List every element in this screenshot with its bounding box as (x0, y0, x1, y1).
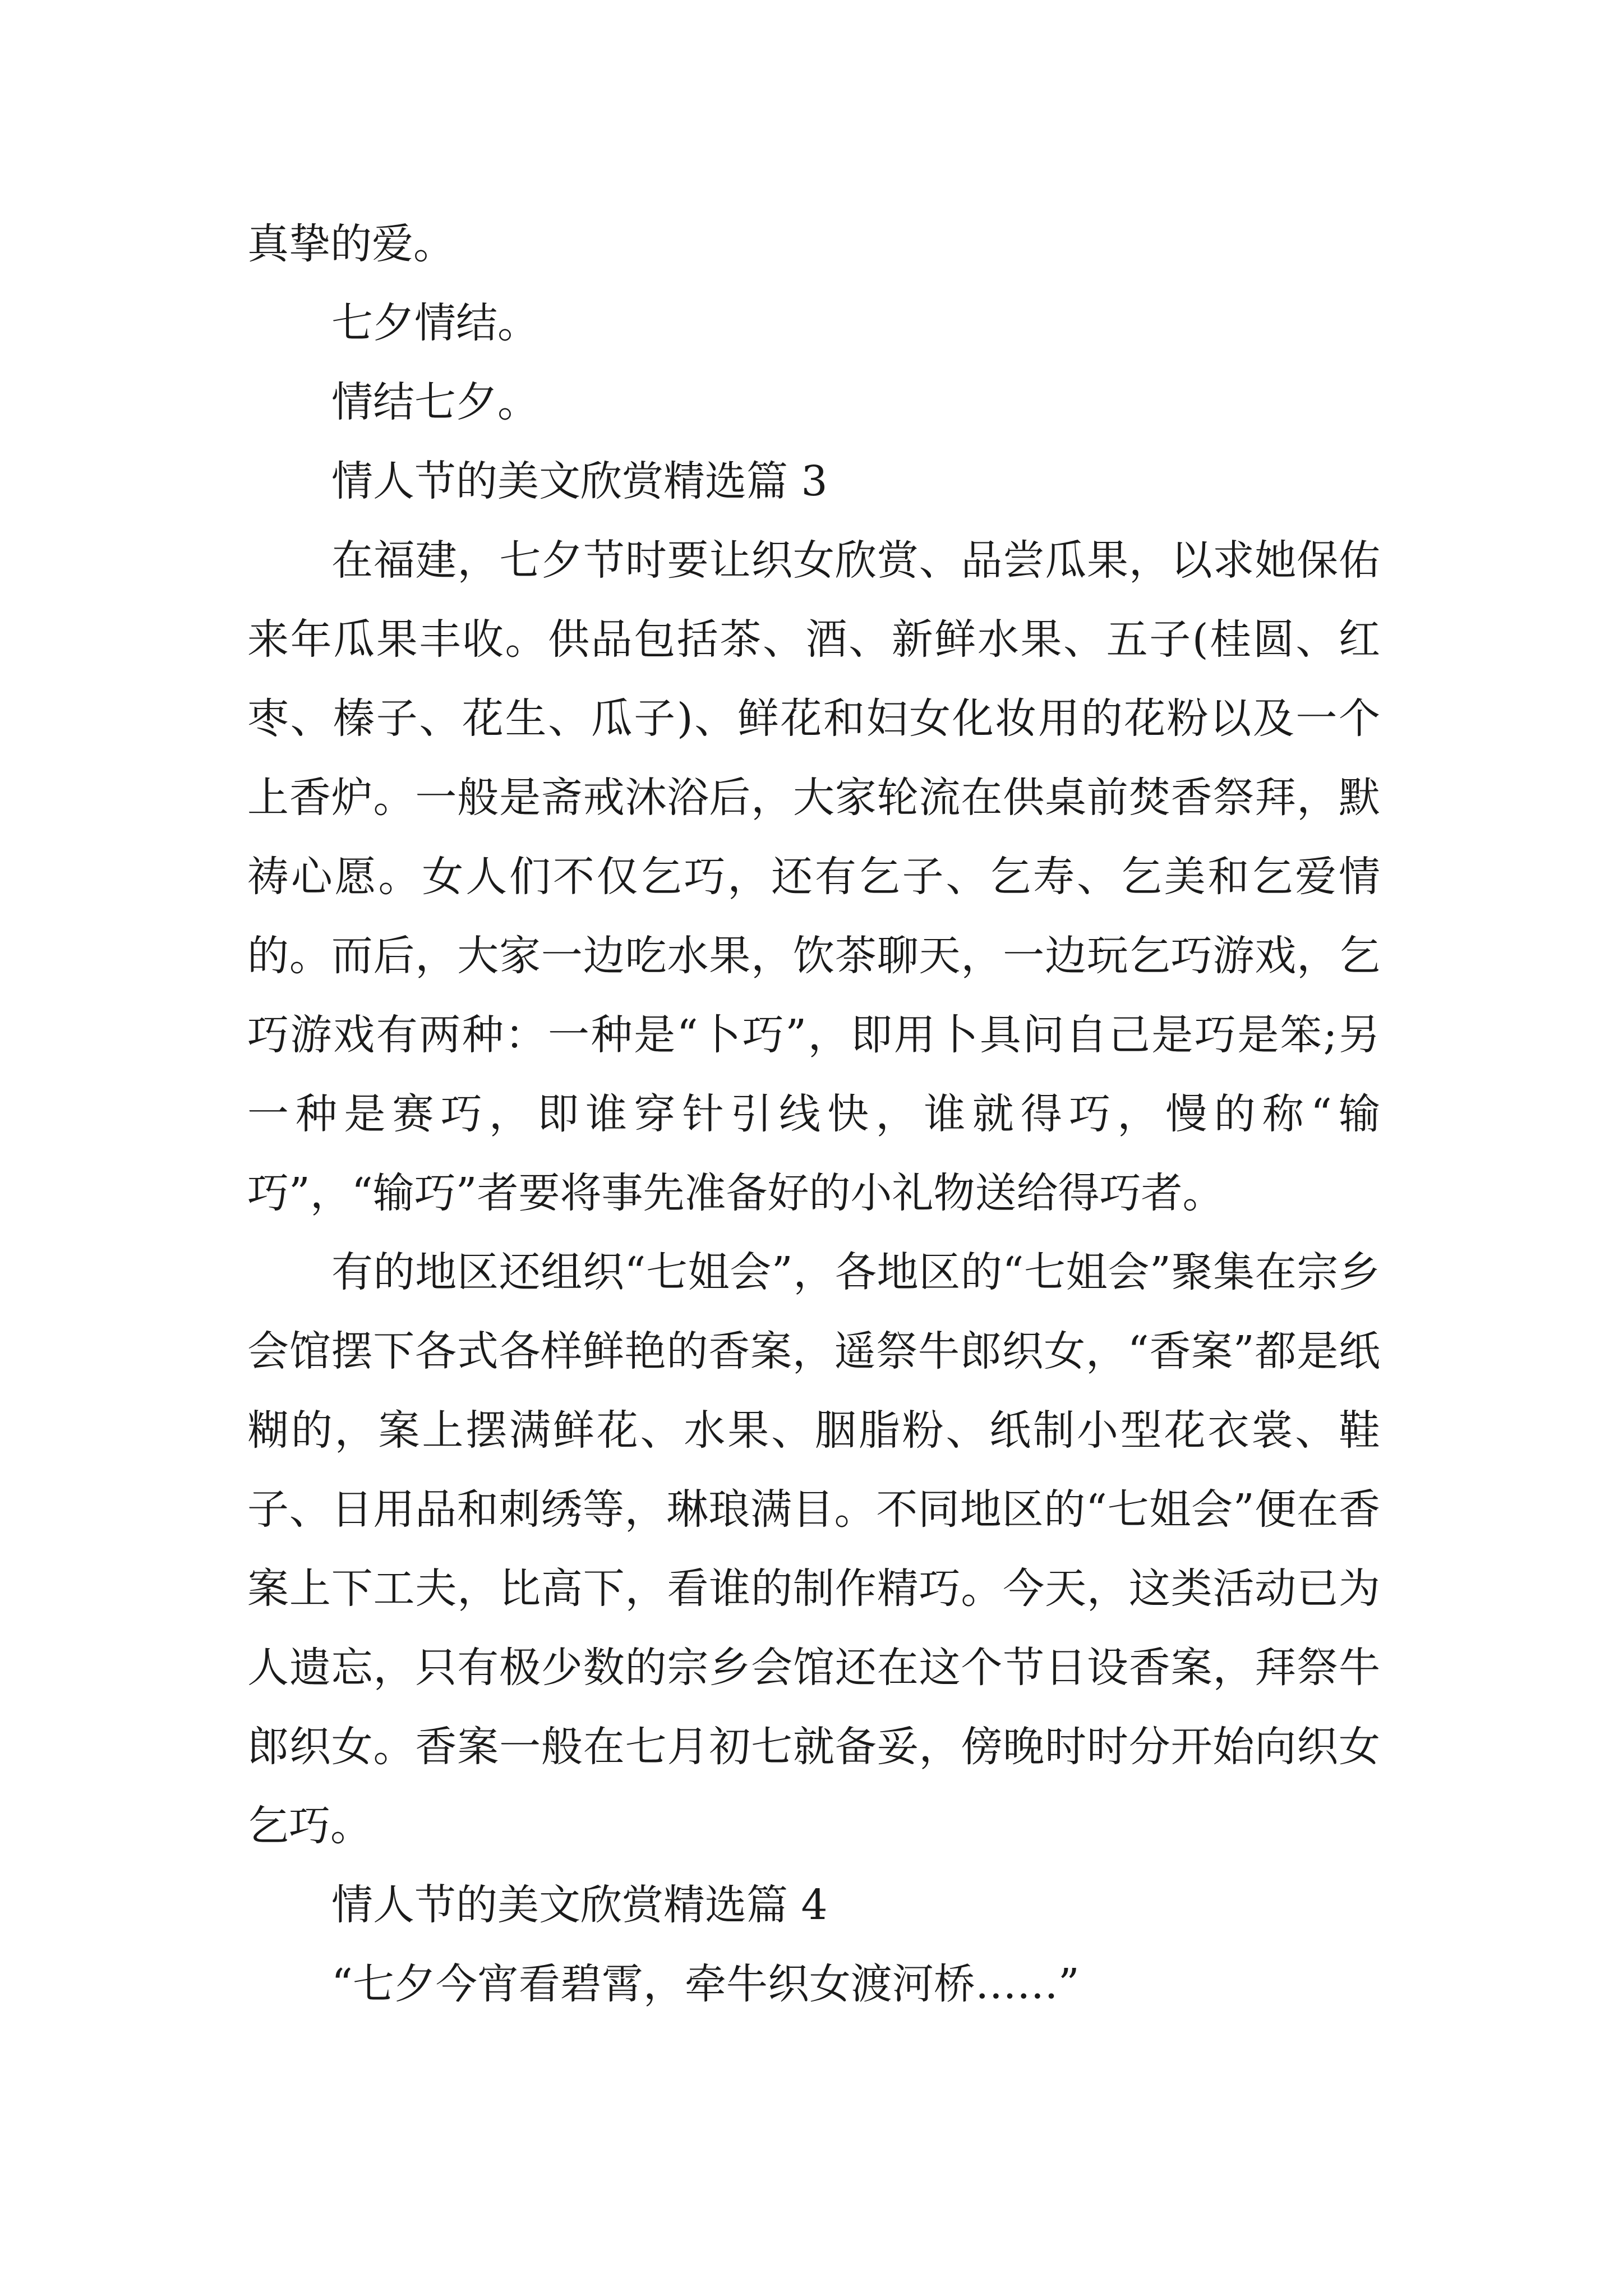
paragraph-continuation: 真挚的爱。 (247, 220, 455, 268)
paragraph-line: 情结七夕。 (331, 378, 539, 426)
paragraph-body: 有的地区还组织“七姐会”，各地区的“七姐会”聚集在宗乡会馆摆下各式各样鲜艳的香案，遥祭牛郎织女，“香案”都是纸糊的，案上摆满鲜花、水果、胭脂粉、纸制小型花衣裳、鞋子、日用品和刺绣等，琳琅满目。不同地区的“七姐会”便在香案上下工夫，比高下，看谁的制作精巧。今天，这类活动已为人遗忘，只有极少数的宗乡会馆还在这个节日设香案，拜祭牛郎织女。香案一般在七月初七就备妥，傍晚时时分开始向织女乞巧。 (247, 1248, 1380, 1850)
paragraph-body: 在福建，七夕节时要让织女欣赏、品尝瓜果，以求她保佑来年瓜果丰收。供品包括茶、酒、新鲜水果、五子(桂圆、红枣、榛子、花生、瓜子)、鲜花和妇女化妆用的花粉以及一个上香炉。一般是斋戒沐浴后，大家轮流在供桌前焚香祭拜，默祷心愿。女人们不仅乞巧，还有乞子、乞寿、乞美和乞爱情的。而后，大家一边吃水果，饮茶聊天，一边玩乞巧游戏，乞巧游戏有两种：一种是“卜巧”，即用卜具问自己是巧是笨;另一种是赛巧，即谁穿针引线快，谁就得巧，慢的称“输巧”，“输巧”者要将事先准备好的小礼物送给得巧者。 (247, 536, 1380, 1217)
paragraph-line: 七夕情结。 (331, 299, 539, 347)
section-heading: 情人节的美文欣赏精选篇 3 (331, 457, 828, 505)
document-body (247, 205, 1380, 2024)
paragraph-quote: “七夕今宵看碧霄，牵牛织女渡河桥……” (331, 1960, 1080, 2008)
section-heading: 情人节的美文欣赏精选篇 4 (331, 1881, 828, 1929)
